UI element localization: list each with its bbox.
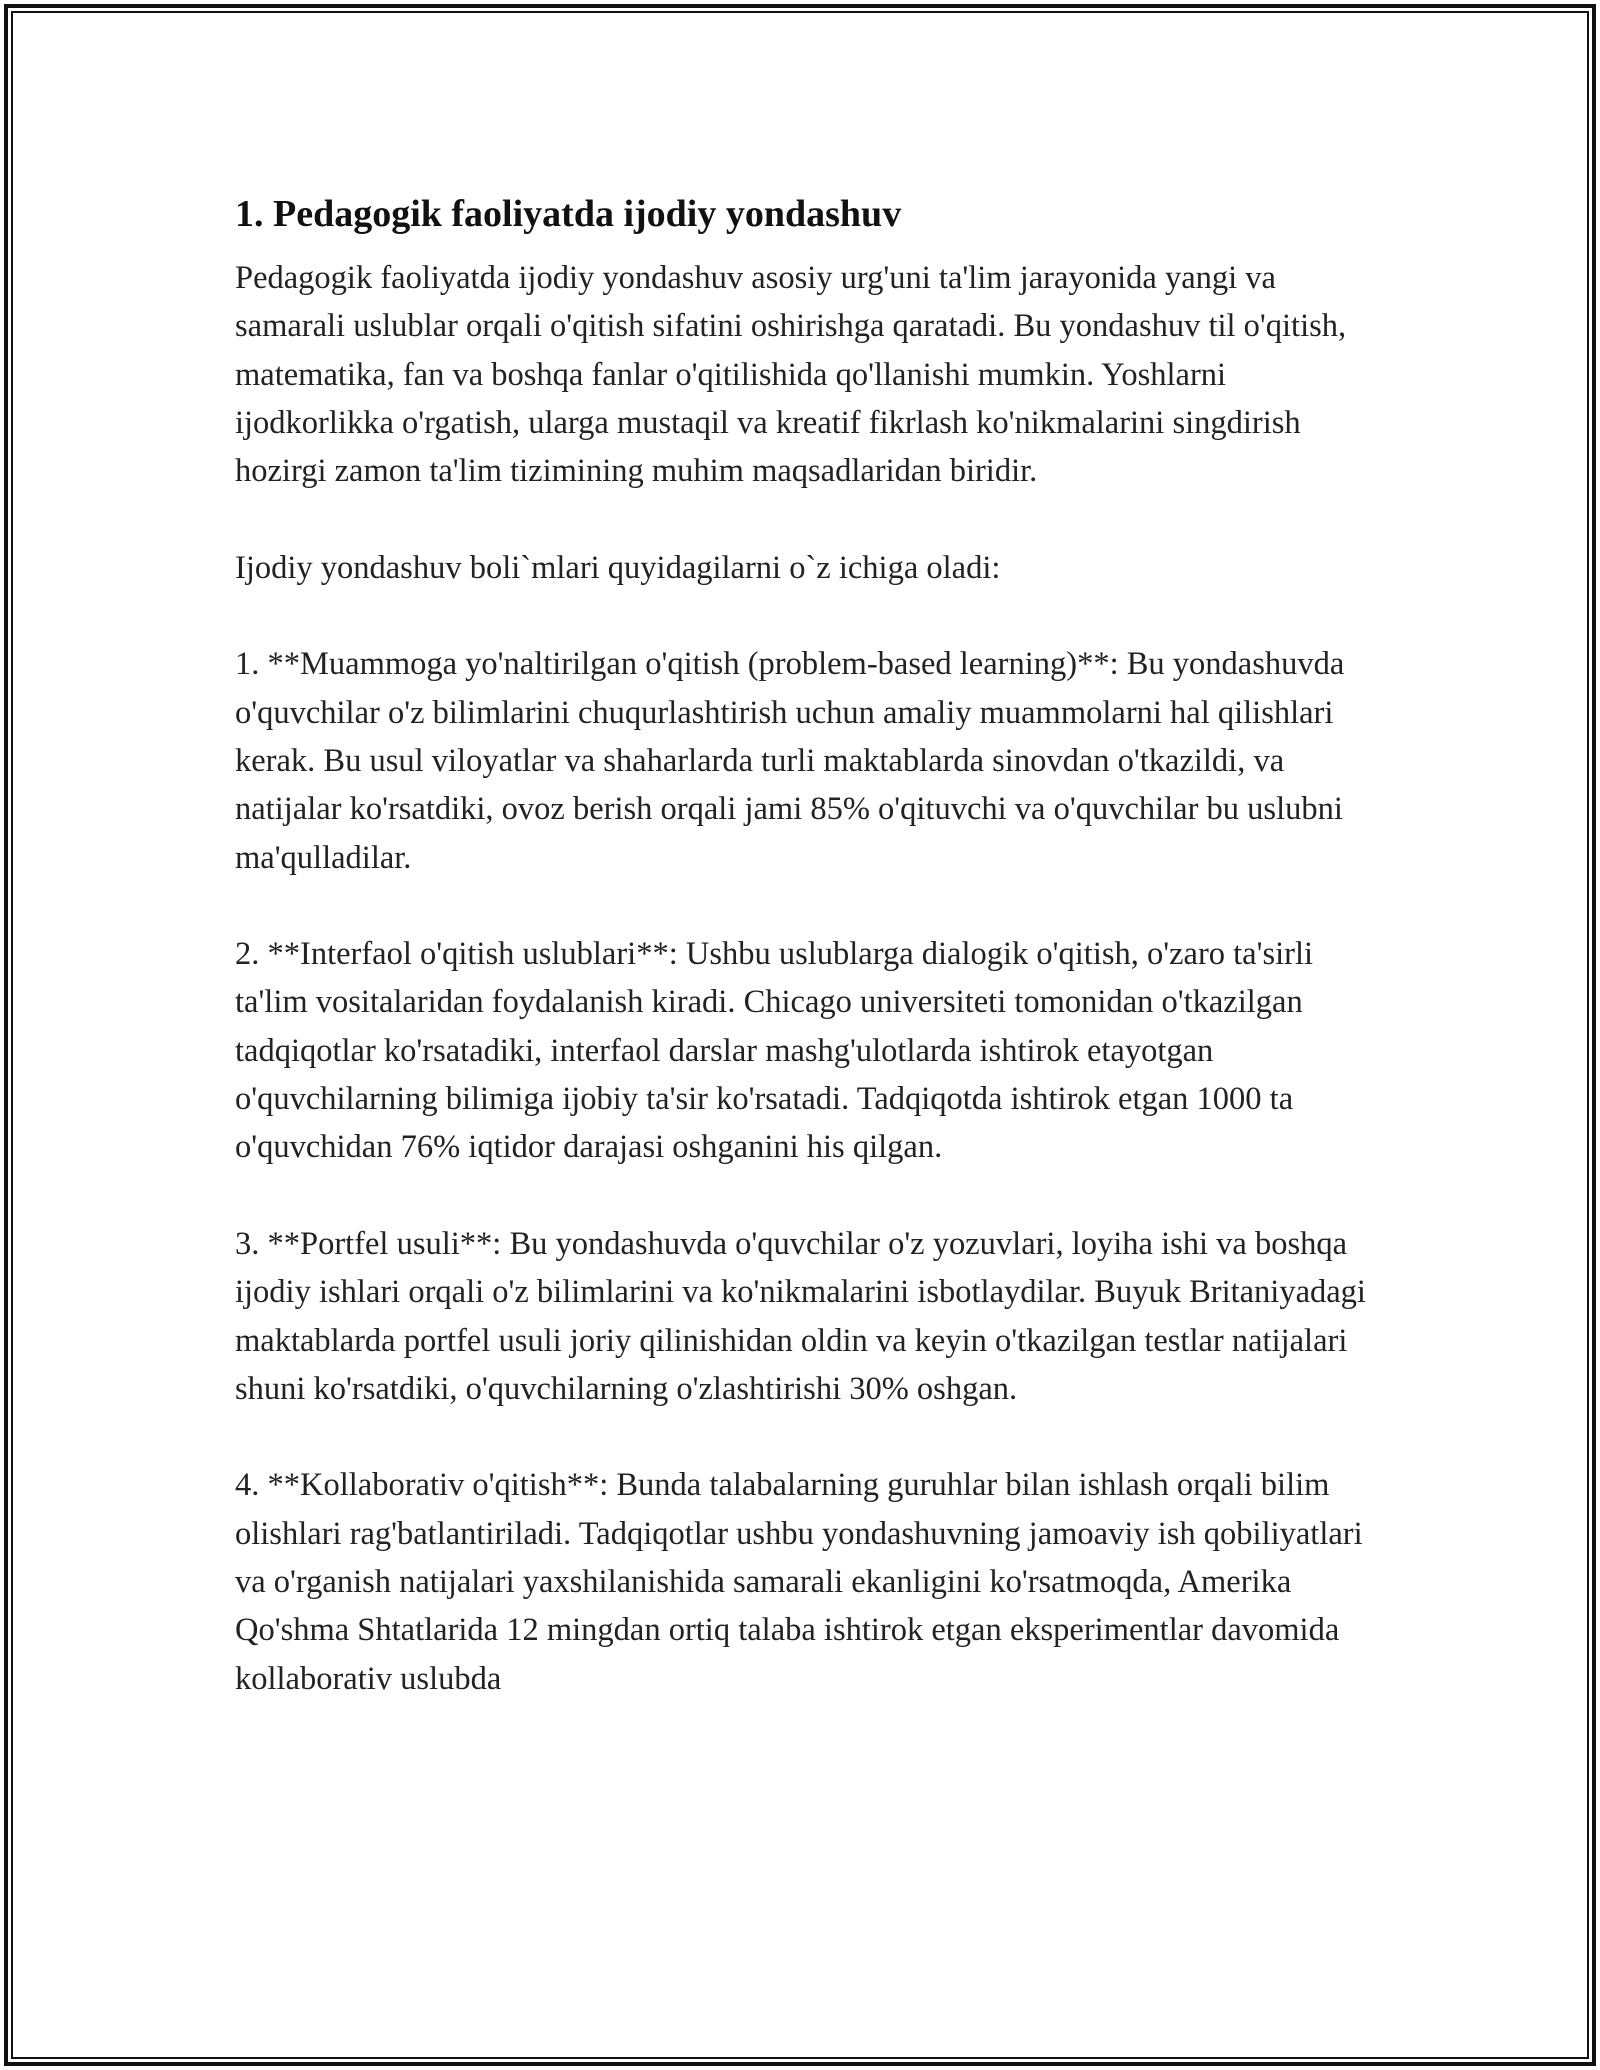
paragraph-spacer [235, 495, 1375, 543]
paragraph-spacer [235, 1413, 1375, 1461]
list-item-portfolio-method: 3. **Portfel usuli**: Bu yondashuvda o'quvchilar o'z yozuvlari, loyiha ishi va boshqa ijodiy ishlari orqali o'z bilimlarini va ko'nikmalarini isbotlaydilar. Buyuk Britaniyadagi maktablarda portfel usuli joriy qilinishidan oldin va keyin o'tkazilgan testlar natijalari shuni ko'rsatdiki, o'quvchilarning o'zlashtirishi 30% oshgan. [235, 1225, 1366, 1407]
list-item-collaborative-learning: 4. **Kollaborativ o'qitish**: Bunda talabalarning guruhlar bilan ishlash orqali bilim olishlari rag'batlantiriladi. Tadqiqotlar ushbu yondashuvning jamoaviy ish qobiliyatlari va o'rganish natijalari yaxshilanishida samarali ekanligini ko'rsatmoqda, Amerika Qo'shma Shtatlarida 12 mingdan ortiq talaba ishtirok etgan eksperimentlar davomida kollaborativ uslubda [235, 1467, 1363, 1697]
paragraph-spacer [235, 592, 1375, 640]
list-item-interactive-methods: 2. **Interfaol o'qitish uslublari**: Ushbu uslublarga dialogik o'qitish, o'zaro ta'sirli ta'lim vositalaridan foydalanish kiradi. Chicago universiteti tomonidan o'tkazilgan tadqiqotlar ko'rsatadiki, interfaol darslar mashg'ulotlarda ishtirok etayotgan o'quvchilarning bilimiga ijobiy ta'sir ko'rsatadi. Tadqiqotda ishtirok etgan 1000 ta o'quvchidan 76% iqtidor darajasi oshganini his qilgan. [235, 936, 1314, 1166]
paragraph-spacer [235, 1172, 1375, 1220]
section-heading: 1. Pedagogik faoliyatda ijodiy yondashuv [235, 193, 902, 235]
paragraph-spacer [235, 882, 1375, 930]
list-intro-paragraph: Ijodiy yondashuv boli`mlari quyidagilarni o`z ichiga oladi: [235, 549, 1001, 586]
document-body [235, 188, 1375, 1703]
list-item-problem-based-learning: 1. **Muammoga yo'naltirilgan o'qitish (problem-based learning)**: Bu yondashuvda o'quvchilar o'z bilimlarini chuqurlashtirish uchun amaliy muammolarni hal qilishlari kerak. Bu usul viloyatlar va shaharlarda turli maktablarda sinovdan o'tkazildi, va natijalar ko'rsatdiki, ovoz berish orqali jami 85% o'qituvchi va o'quvchilar bu uslubni ma'qulladilar. [235, 646, 1345, 876]
intro-paragraph: Pedagogik faoliyatda ijodiy yondashuv asosiy urg'uni ta'lim jarayonida yangi va samarali uslublar orqali o'qitish sifatini oshirishga qaratadi. Bu yondashuv til o'qitish, matematika, fan va boshqa fanlar o'qitilishida qo'llanishi mumkin. Yoshlarni ijodkorlikka o'rgatish, ularga mustaqil va kreatif fikrlash ko'nikmalarini singdirish hozirgi zamon ta'lim tizimining muhim maqsadlaridan biridir. [235, 260, 1347, 490]
